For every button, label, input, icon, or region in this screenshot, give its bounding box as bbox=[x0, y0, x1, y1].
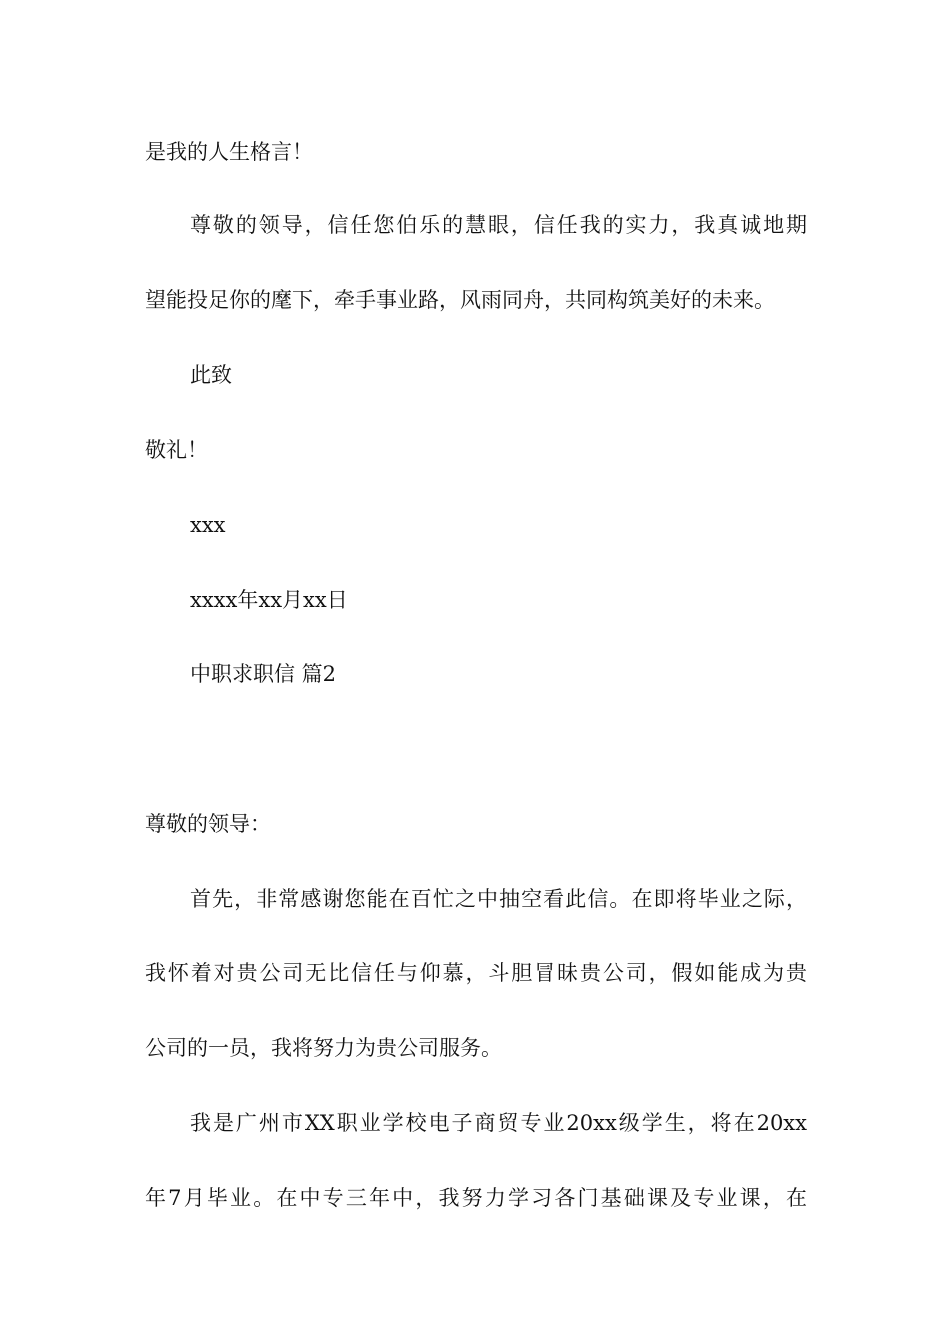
text-line-paragraph-2-end: 公司的一员，我将努力为贵公司服务。 bbox=[145, 1036, 502, 1060]
text-line-paragraph-2-cont: 我怀着对贵公司无比信任与仰慕，斗胆冒昧贵公司，假如能成为贵 bbox=[145, 961, 807, 985]
text-line-signature: xxx bbox=[190, 513, 226, 537]
text-line-motto: 是我的人生格言！ bbox=[145, 140, 313, 164]
text-line-paragraph-1-cont: 望能投足你的麾下，牵手事业路，风雨同舟，共同构筑美好的未来。 bbox=[145, 288, 775, 312]
section-heading: 中职求职信 篇2 bbox=[190, 662, 337, 686]
text-line-paragraph-3: 我是广州市XX职业学校电子商贸专业20xx级学生，将在20xx bbox=[190, 1111, 807, 1135]
text-line-paragraph-1: 尊敬的领导，信任您伯乐的慧眼，信任我的实力，我真诚地期 bbox=[190, 213, 807, 237]
text-line-closing: 此致 bbox=[190, 363, 232, 387]
text-line-paragraph-2: 首先，非常感谢您能在百忙之中抽空看此信。在即将毕业之际， bbox=[190, 887, 807, 911]
text-line-salute: 敬礼！ bbox=[145, 438, 208, 462]
text-line-paragraph-3-cont: 年7月毕业。在中专三年中，我努力学习各门基础课及专业课，在 bbox=[145, 1186, 807, 1210]
text-line-date: xxxx年xx月xx日 bbox=[190, 588, 348, 612]
text-line-greeting: 尊敬的领导： bbox=[145, 812, 271, 836]
